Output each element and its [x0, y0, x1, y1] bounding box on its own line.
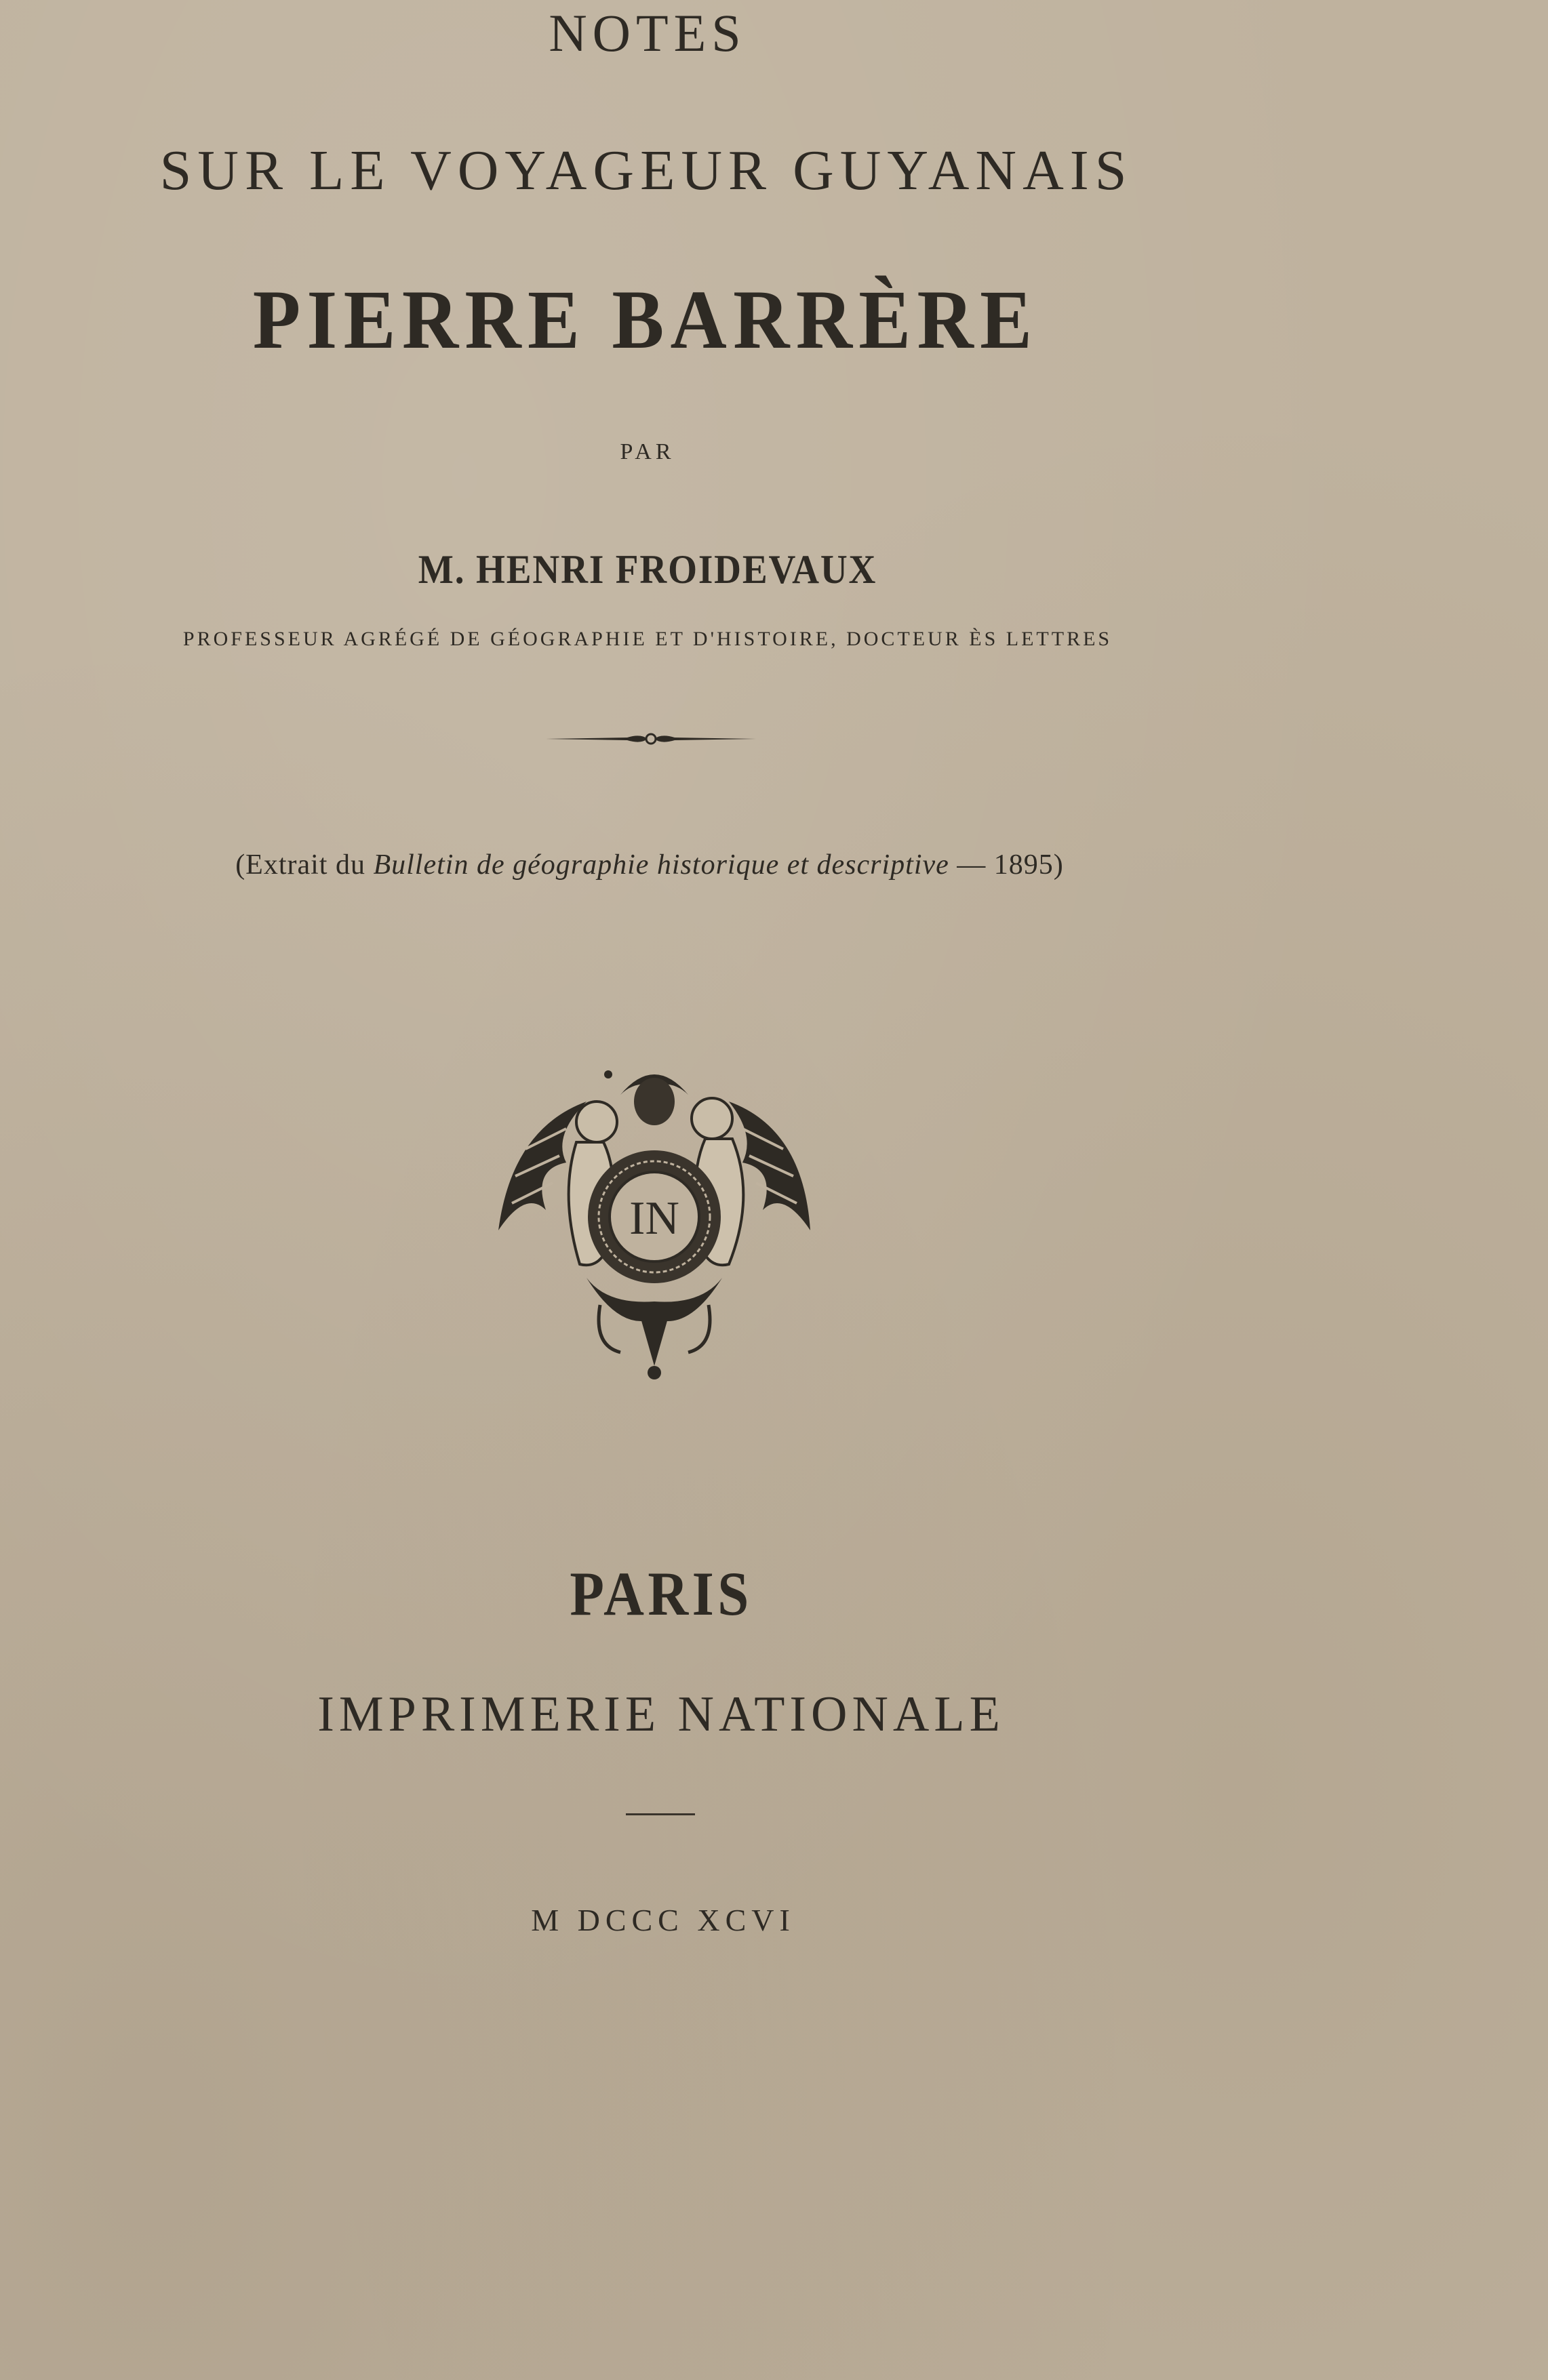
journal-name: Bulletin de géographie historique et descriptive	[373, 849, 949, 881]
divider-rule	[626, 1813, 695, 1815]
seal-monogram: IN	[629, 1192, 679, 1245]
extract-prefix: (Extrait du	[235, 849, 374, 881]
extract-note	[235, 851, 1064, 879]
title-line-subtitle: SUR LE VOYAGEUR GUYANAIS	[159, 139, 1133, 202]
par-label: PAR	[620, 439, 675, 464]
imprimerie-nationale-seal-icon	[485, 1047, 824, 1400]
author-name: M. HENRI FROIDEVAUX	[418, 547, 877, 592]
author-qualification: PROFESSEUR AGRÉGÉ DE GÉOGRAPHIE ET D'HISTOIRE, DOCTEUR ÈS LETTRES	[182, 628, 1113, 650]
publication-city: PARIS	[570, 1559, 753, 1628]
title-line-notes: NOTES	[549, 3, 747, 62]
ornament-divider-icon	[546, 725, 756, 752]
publication-year: M DCCC XCVI	[531, 1903, 795, 1937]
extract-suffix: — 1895)	[949, 849, 1064, 881]
main-title: PIERRE BARRÈRE	[252, 273, 1039, 366]
printer-name: IMPRIMERIE NATIONALE	[317, 1687, 1005, 1742]
